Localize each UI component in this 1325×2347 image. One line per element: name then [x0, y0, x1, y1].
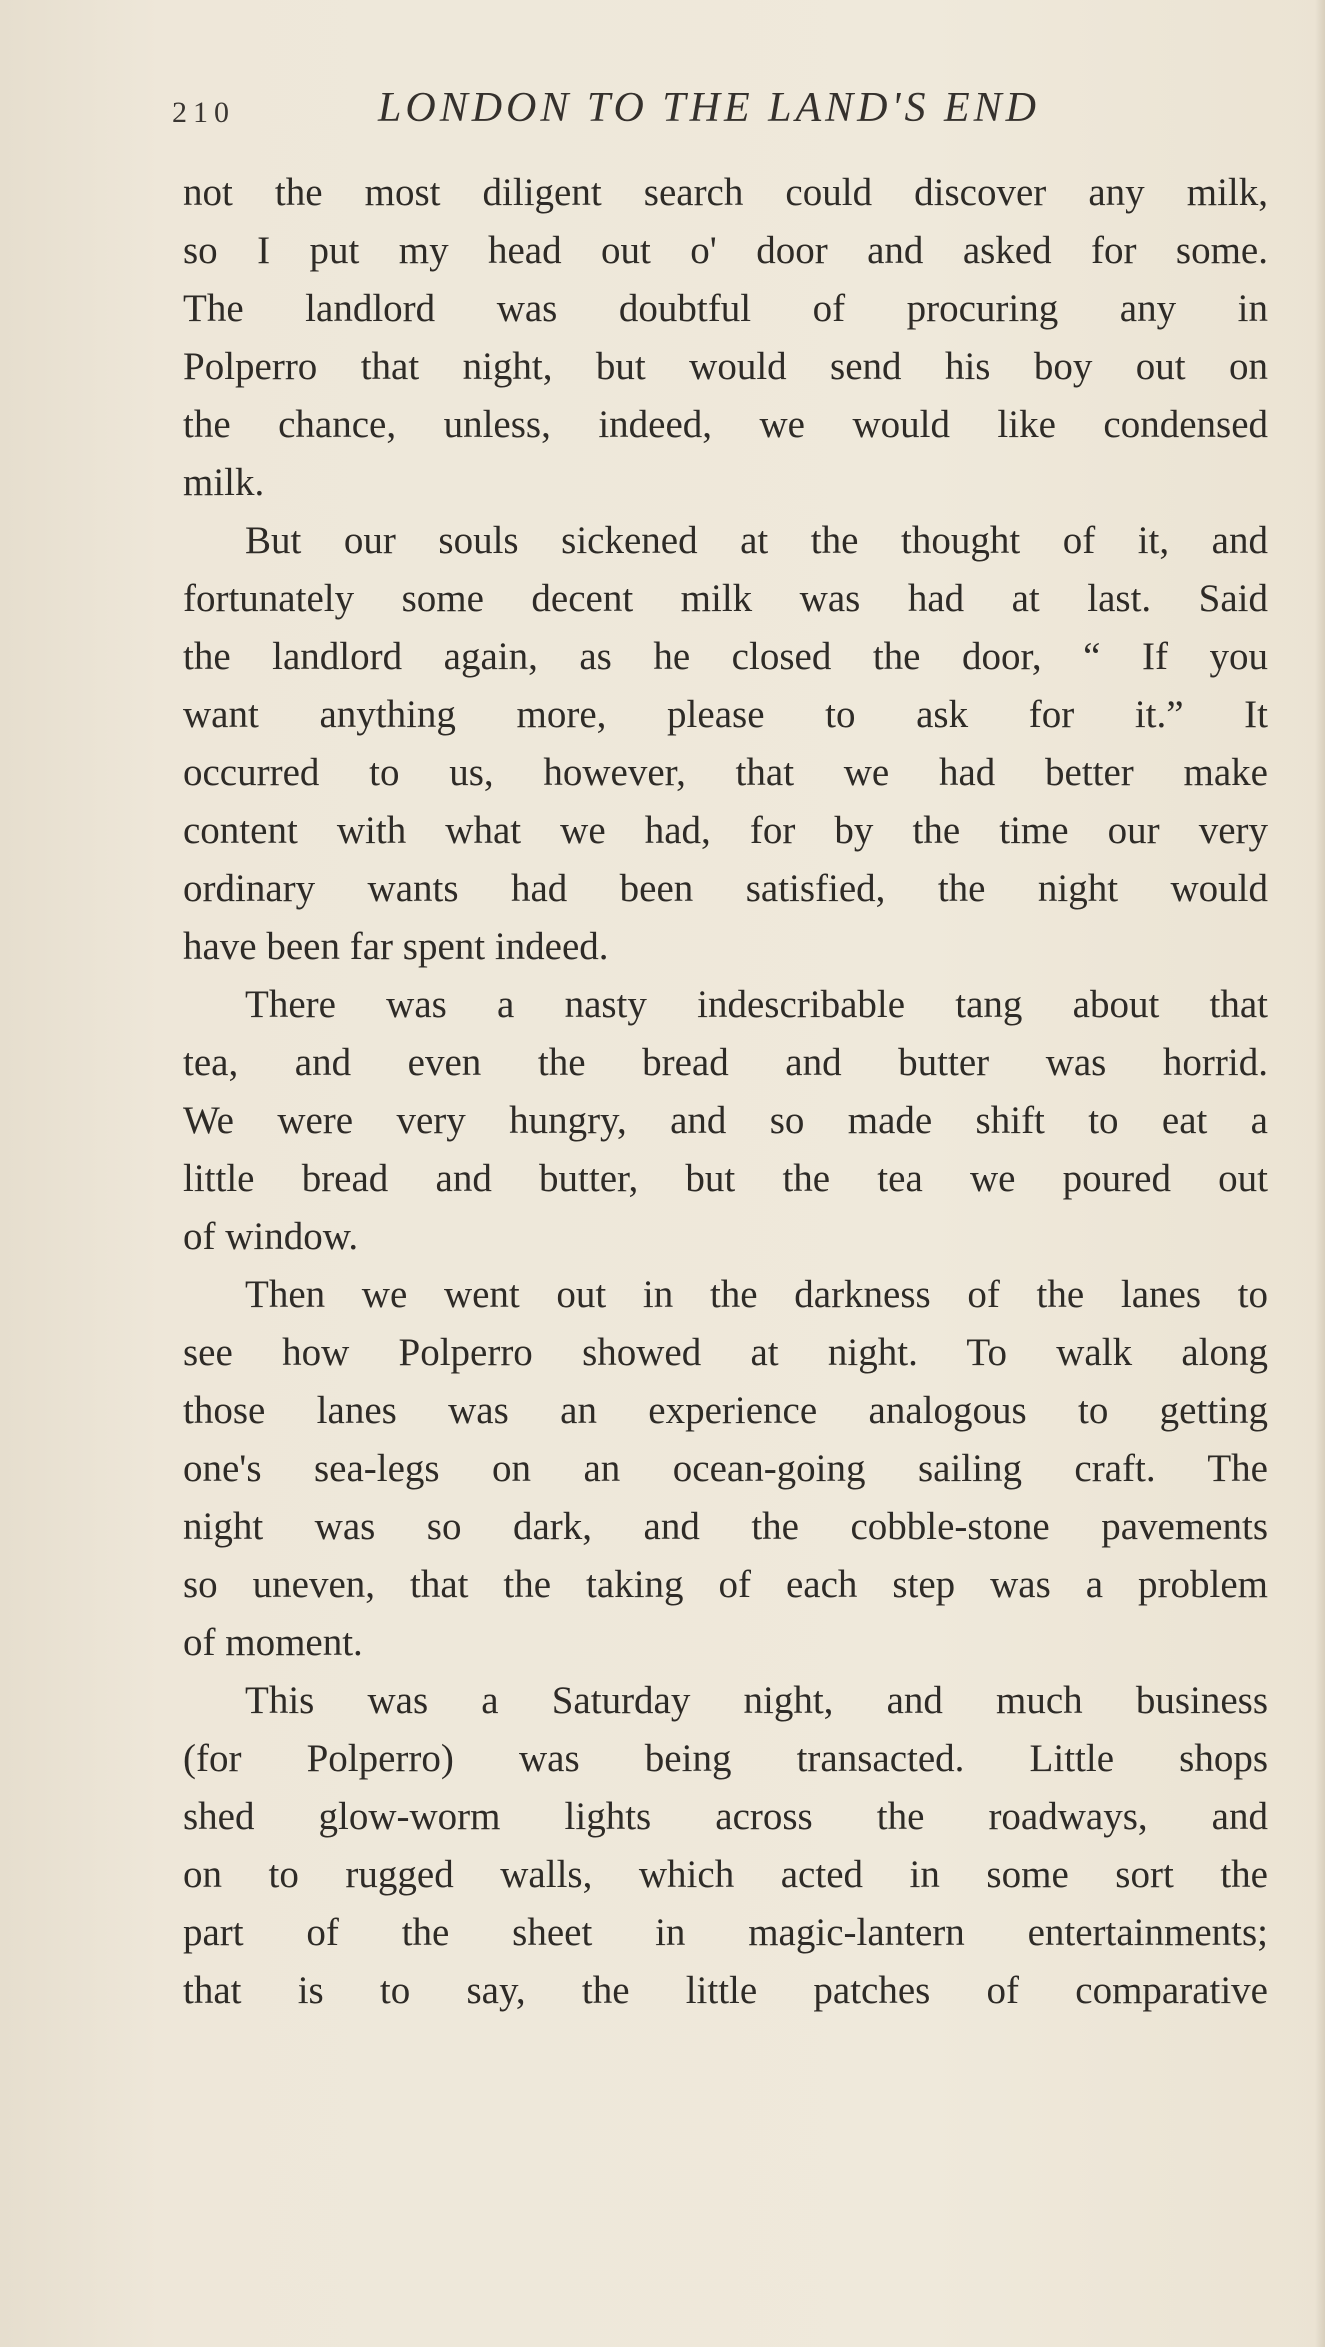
- running-title: LONDON TO THE LAND'S END: [378, 85, 1040, 131]
- text-line: (for Polperro) was being transacted. Little shops: [183, 1737, 1268, 1780]
- text-line: so uneven, that the taking of each step was a problem: [183, 1563, 1268, 1606]
- text-line: of moment.: [183, 1621, 363, 1664]
- text-line: little bread and butter, but the tea we poured out: [183, 1157, 1268, 1200]
- text-line: the landlord again, as he closed the door, “ If you: [183, 635, 1268, 678]
- text-line: There was a nasty indescribable tang about that: [245, 983, 1268, 1026]
- text-line: The landlord was doubtful of procuring any in: [183, 287, 1268, 330]
- text-line: shed glow-worm lights across the roadways, and: [183, 1795, 1268, 1838]
- text-line: ordinary wants had been satisfied, the night would: [183, 867, 1268, 910]
- text-line: so I put my head out o' door and asked for some.: [183, 229, 1268, 272]
- body-text: [183, 164, 1268, 2020]
- text-line: of window.: [183, 1215, 359, 1258]
- text-line: part of the sheet in magic-lantern entertainments;: [183, 1911, 1268, 1954]
- text-line: Then we went out in the darkness of the lanes to: [245, 1273, 1268, 1316]
- text-line: one's sea-legs on an ocean-going sailing craft. The: [183, 1447, 1268, 1490]
- text-line: want anything more, please to ask for it.” It: [183, 693, 1268, 736]
- text-line: night was so dark, and the cobble-stone pavements: [183, 1505, 1268, 1548]
- text-line: fortunately some decent milk was had at last. Said: [183, 577, 1268, 620]
- text-line: milk.: [183, 461, 265, 504]
- text-line: the chance, unless, indeed, we would like condensed: [183, 403, 1268, 446]
- text-line: tea, and even the bread and butter was horrid.: [183, 1041, 1268, 1084]
- page-edge: [1315, 0, 1325, 2347]
- text-line: have been far spent indeed.: [183, 925, 609, 968]
- text-line: content with what we had, for by the time our very: [183, 809, 1268, 852]
- text-line: on to rugged walls, which acted in some sort the: [183, 1853, 1268, 1896]
- text-line: But our souls sickened at the thought of it, and: [245, 519, 1268, 562]
- text-line: occurred to us, however, that we had better make: [183, 751, 1268, 794]
- text-line: not the most diligent search could discover any milk,: [183, 171, 1268, 214]
- text-line: This was a Saturday night, and much business: [245, 1679, 1268, 1722]
- text-line: that is to say, the little patches of comparative: [183, 1969, 1268, 2012]
- text-line: We were very hungry, and so made shift to eat a: [183, 1099, 1268, 1142]
- page-number: 210: [172, 96, 235, 129]
- text-line: Polperro that night, but would send his boy out on: [183, 345, 1268, 388]
- running-head: [172, 84, 1272, 144]
- text-line: those lanes was an experience analogous to getting: [183, 1389, 1268, 1432]
- text-line: see how Polperro showed at night. To walk along: [183, 1331, 1268, 1374]
